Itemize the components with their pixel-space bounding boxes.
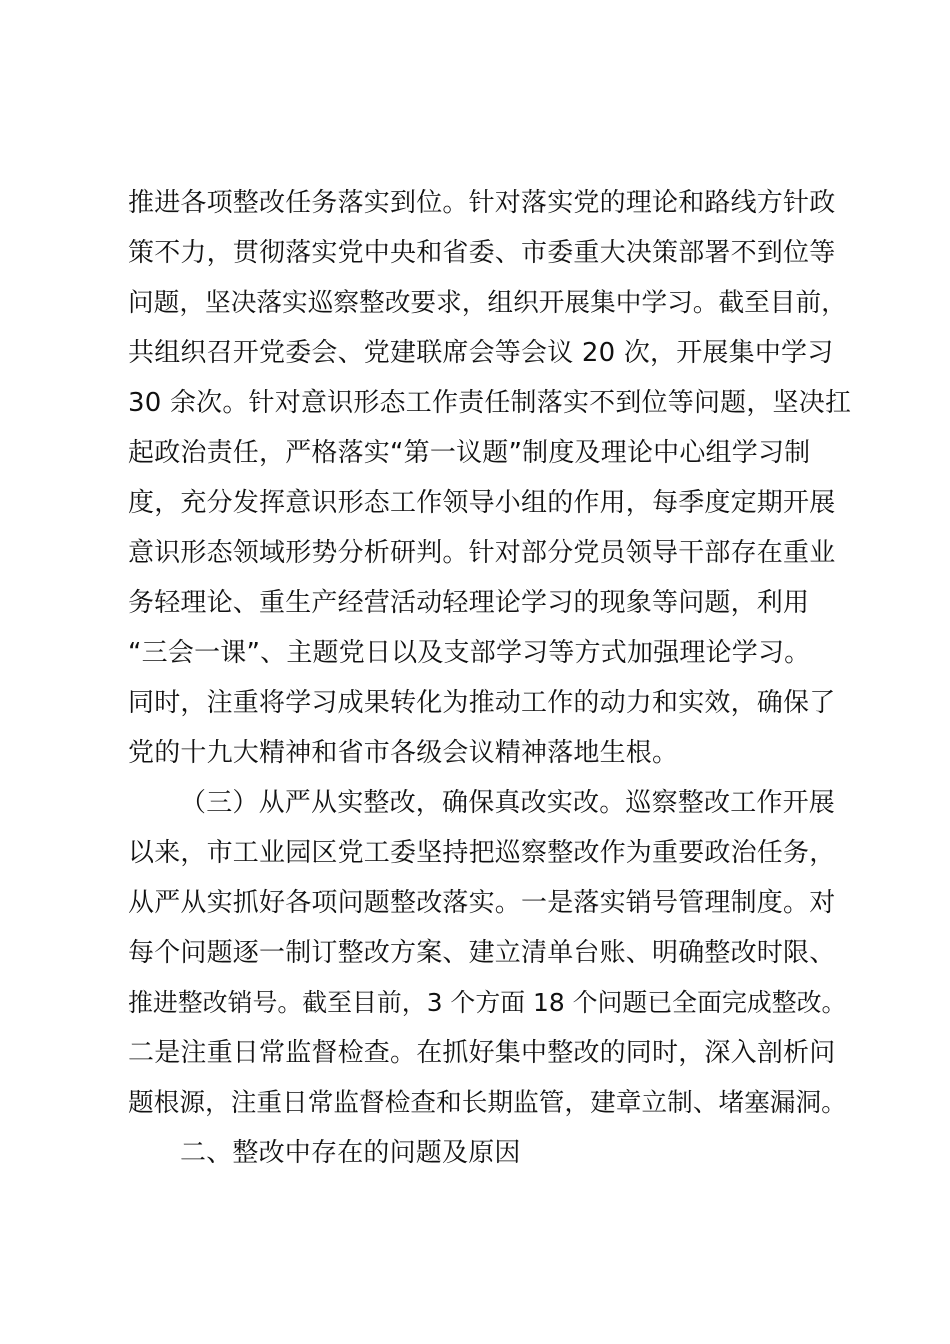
text-line: 推进整改销号。截至目前，3 个方面 18 个问题已全面完成整改。: [128, 988, 847, 1017]
text-line: 共组织召开党委会、党建联席会等会议 20 次，开展集中学习: [128, 338, 834, 368]
text-line: 务轻理论、重生产经营活动轻理论学习的现象等问题，利用: [128, 588, 810, 618]
text-line: 每个问题逐一制订整改方案、建立清单台账、明确整改时限、: [128, 938, 836, 968]
text-line: 推进各项整改任务落实到位。针对落实党的理论和路线方针政: [128, 188, 836, 218]
text-line: 二是注重日常监督检查。在抓好集中整改的同时，深入剖析问: [128, 1038, 836, 1068]
text-line: 从严从实抓好各项问题整改落实。一是落实销号管理制度。对: [128, 888, 836, 918]
text-line: 意识形态领域形势分析研判。针对部分党员领导干部存在重业: [128, 538, 836, 568]
text-line: 起政治责任，严格落实“第一议题”制度及理论中心组学习制: [128, 438, 811, 468]
chapter-heading: 二、整改中存在的问题及原因: [180, 1138, 521, 1168]
text-line: 同时，注重将学习成果转化为推动工作的动力和实效，确保了: [128, 688, 836, 718]
text-line: 策不力，贯彻落实党中央和省委、市委重大决策部署不到位等: [128, 238, 836, 268]
text-line: 题根源，注重日常监督检查和长期监管，建章立制、堵塞漏洞。: [128, 1088, 847, 1118]
text-line: 以来，市工业园区党工委坚持把巡察整改作为重要政治任务，: [128, 838, 836, 868]
document-body: [128, 178, 853, 1178]
text-line: 度，充分发挥意识形态工作领导小组的作用，每季度定期开展: [128, 488, 836, 518]
text-line: “三会一课”、主题党日以及支部学习等方式加强理论学习。: [128, 638, 811, 668]
text-line: 党的十九大精神和省市各级会议精神落地生根。: [128, 738, 679, 768]
text-line: 问题，坚决落实巡察整改要求，组织开展集中学习。截至目前，: [128, 288, 847, 318]
text-line: 30 余次。针对意识形态工作责任制落实不到位等问题，坚决扛: [128, 388, 852, 418]
section-heading-line: （三）从严从实整改，确保真改实改。巡察整改工作开展: [180, 788, 836, 818]
